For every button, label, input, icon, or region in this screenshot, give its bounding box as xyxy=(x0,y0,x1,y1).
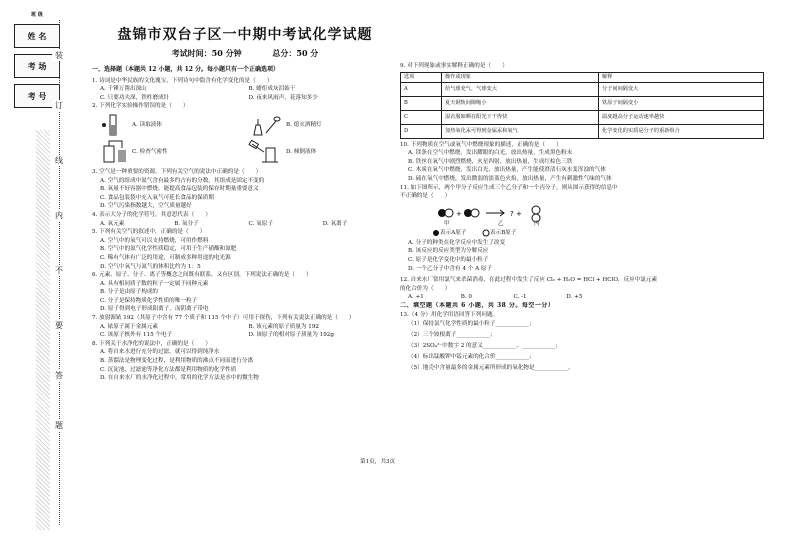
option-c[interactable]: C. 分子是保持物质化学性质的唯一粒子 xyxy=(100,297,198,304)
option-a[interactable]: A. 氧元素 xyxy=(100,220,125,227)
fill-blank-3[interactable]: （3）2SO₄²⁻中数字 2 的意义____________、____________； xyxy=(408,343,562,350)
table-cell: 湿衣服晾晒在阳光下干得快 xyxy=(442,110,599,124)
option-c[interactable]: C. 原子是化学变化中的最小粒子 xyxy=(408,256,489,263)
table-cell: B xyxy=(401,96,442,110)
table-header: 操作或现象 xyxy=(442,72,599,82)
option-b[interactable]: B. 该反应的反应类型为分解反应 xyxy=(408,248,489,255)
question-4-options xyxy=(92,220,397,229)
table-cell: A xyxy=(401,82,442,96)
table-row[interactable] xyxy=(401,124,764,138)
question-12-options xyxy=(400,293,785,302)
binding-char: 装 xyxy=(52,50,66,61)
label-yi: 乙 xyxy=(498,220,504,227)
option-a[interactable]: A. 空气中的氧气可以支持燃烧，可用作燃料 xyxy=(100,237,209,244)
option-d[interactable]: D. 氧离子 xyxy=(322,220,348,227)
option-b[interactable]: B. 空气中的氮气化学性质稳定，可用于生产硝酸和氮肥 xyxy=(100,246,237,253)
option-d[interactable]: D. 空气中氧气与氮气的体积比约为 1：5 xyxy=(100,263,201,270)
airtight-check-icon xyxy=(98,140,128,164)
exam-score: 总分：50 分 xyxy=(272,48,319,58)
hatch-pattern xyxy=(36,130,50,530)
option-c[interactable]: C. 食品包装袋中充入氧气可延长食品的保质期 xyxy=(100,194,214,201)
option-c[interactable]: C. 氧原子 xyxy=(248,220,273,227)
name-field[interactable]: 姓 名 xyxy=(14,24,60,48)
table-header: 选项 xyxy=(401,72,442,82)
section-2-heading: 二、填空题（本题共 6 小题，共 38 分。每空一分） xyxy=(400,301,555,309)
binding-char: 订 xyxy=(52,100,66,111)
question-1: 1. 诗词是中华民族的文化瑰宝，下列诗句中隐含有化学变化的是（ ） xyxy=(92,77,273,84)
option-c[interactable]: C. 木炭在氧气中燃烧，发出白光，放出热量，产生能使澄清石灰水变浑浊的气体 xyxy=(408,167,606,174)
left-column xyxy=(92,66,397,383)
option-d[interactable]: D. 夜来风雨声，花落知多少 xyxy=(248,94,318,101)
option-d[interactable]: D. 空气污染指数越大，空气质量越好 xyxy=(100,203,192,210)
page-number: 第1页，共3页 xyxy=(360,459,396,465)
fill-blank-4[interactable]: （4）标出锰酸钾中锰元素的化合价____________； xyxy=(408,354,535,361)
option-b[interactable]: B. 铁丝在氧气中剧烈燃烧，火星四射，放出热量，生成红棕色三铁 xyxy=(408,158,573,165)
exam-time: 考试时间：50 分钟 xyxy=(171,48,242,58)
question-5: 5. 下列有关空气的叙述中，正确的是（ ） xyxy=(92,229,206,236)
option-a[interactable]: A. 具有相同质子数的粒子一定属于同种元素 xyxy=(100,280,209,287)
option-a[interactable]: A. +1 xyxy=(408,294,424,301)
question-7: 7. 放射源铱 192（其原子中含有 77 个质子和 115 个中子）可用于探伤，下列有关说法正确的是（ ） xyxy=(92,315,355,322)
label-jia: 甲 xyxy=(444,220,450,227)
option-a[interactable]: A. 镁条在空气中燃烧，发出耀眼的白光，放出热量，生成黑色粉末 xyxy=(408,150,573,157)
exam-number-field[interactable]: 考 号 xyxy=(14,84,60,108)
option-a[interactable]: A. 分子的种类在化学反应中发生了改变 xyxy=(408,239,506,246)
question-2-figures xyxy=(92,112,392,166)
option-b[interactable]: B. 蒸馏法是物理变化过程，是利用物质的沸点不同而进行分离 xyxy=(100,358,254,365)
figure-b[interactable]: B. 熄灭酒精灯 xyxy=(242,112,392,138)
option-a[interactable]: A. 空气的组成中氮气含有最多约占有的分数，其组成是固定不变的 xyxy=(100,177,265,184)
table-cell: 化学变化的实质是分子的重新组合 xyxy=(599,124,764,138)
option-c[interactable]: C. -1 xyxy=(513,294,527,301)
binding-char: 线 xyxy=(52,155,66,166)
binding-char: 要 xyxy=(52,320,66,331)
exam-room-field[interactable]: 考 场 xyxy=(14,54,60,78)
table-header-row xyxy=(401,72,764,82)
legend-a-atom: 表示A原子 xyxy=(440,229,467,236)
option-d[interactable]: D. 原子得到电子形成阳离子，而阴离子带电 xyxy=(100,306,209,313)
option-a[interactable]: A. 将自来水进行充分的过滤，就可以得到纯净水 xyxy=(100,349,220,356)
figure-c[interactable]: C. 检查气密性 xyxy=(92,139,242,165)
exam-title: 盘锦市双台子区一中期中考试化学试题 xyxy=(117,27,373,43)
table-cell: 分子间间隔变大 xyxy=(599,82,764,96)
exam-info xyxy=(80,48,410,59)
question-7-options xyxy=(92,331,397,340)
molecule-diagram xyxy=(400,203,785,237)
option-c[interactable]: C. 该原子核外有 115 个电子 xyxy=(100,332,173,339)
question-10: 10. 下列物质在空气或氧气中燃烧现象的描述，正确的是（ ） xyxy=(400,141,562,148)
pour-liquid-icon xyxy=(248,140,282,164)
table-row[interactable] xyxy=(401,96,764,110)
option-d[interactable]: D. 一个乙分子中含有 4 个 A 原子 xyxy=(408,265,493,272)
option-b[interactable]: B. 蜡炬成灰泪始干 xyxy=(248,86,296,93)
table-cell: 铁原子间隔变小 xyxy=(599,96,764,110)
option-d[interactable]: D. 硫在氧气中燃烧，发出微弱的淡蓝色火焰，放出热量，产生有刺激性气味的气体 xyxy=(408,175,612,182)
option-b[interactable]: B. 氧量不好容器中燃烧，能提高食品包装的保存时期量重要意义 xyxy=(100,186,259,193)
table-cell: 加热氧化汞可得到金属汞和氧气 xyxy=(442,124,599,138)
figure-a[interactable]: A. 读取液体 xyxy=(92,112,242,138)
table-cell: 给气球充气，气球变大 xyxy=(442,82,599,96)
question-12-cont: 的化合价为（ ） xyxy=(400,285,451,292)
option-b[interactable]: B. 分子是由原子构成的 xyxy=(100,289,159,296)
table-row[interactable] xyxy=(401,110,764,124)
table-header: 解释 xyxy=(599,72,764,82)
question-11: 11. 如下图所示，两个甲分子反应生成三个乙分子和一个丙分子，则从图示获得的信息中 xyxy=(400,184,618,191)
section-1-heading: 一、选择题（本题共 12 小题，共 12 分。每小题只有一个正确选项） xyxy=(92,66,280,73)
table-cell: 夏天钢轨间隙缩小 xyxy=(442,96,599,110)
table-cell: 温度越高分子运动速率越快 xyxy=(599,110,764,124)
question-7-options xyxy=(92,323,397,332)
question-13: 13.（4 分）用化学用语回答下列问题。 xyxy=(400,311,499,318)
fill-blank-2[interactable]: （2）三个铵根离子____________； xyxy=(408,332,496,339)
class-label: 班 级 xyxy=(31,11,43,18)
question-11-cont: 不正确的是（ ） xyxy=(400,193,451,200)
question-9: 9. 对下列现象或事实解释正确的是（ ） xyxy=(400,63,508,69)
alcohol-lamp-icon xyxy=(248,113,282,137)
binding-char: 不 xyxy=(52,265,66,276)
fill-blank-5[interactable]: （5）地壳中含量最多的金属元素所形成的氧化物是____________。 xyxy=(408,365,574,372)
binding-line xyxy=(52,20,68,525)
option-d[interactable]: D. 该原子的相对原子质量为 192g xyxy=(248,332,334,339)
option-d[interactable]: D. 在自来水厂的水净化过程中，常用的化学方法是水中的微生物 xyxy=(100,375,259,382)
option-c[interactable]: C. 沉淀池、过滤池等净化方法都是利用物质的化学性质 xyxy=(100,366,237,373)
option-b[interactable]: B. 氧分子 xyxy=(174,220,199,227)
table-row[interactable] xyxy=(401,82,764,96)
table-cell: C xyxy=(401,110,442,124)
label-bing: 丙 xyxy=(534,220,540,227)
option-c[interactable]: C. 只要功夫深，铁杵磨成针 xyxy=(100,94,170,101)
question-3: 3. 空气是一种重要的资源。下列有关空气的说法中正确的是（ ） xyxy=(92,168,262,175)
question-1-options xyxy=(92,85,397,94)
binding-char: 内 xyxy=(52,210,66,221)
legend-b-atom: 表示B原子 xyxy=(490,229,517,236)
option-c[interactable]: C. 稀有气体有广泛的用途，可制成多种用途的电光源 xyxy=(100,254,231,261)
binding-char: 题 xyxy=(52,420,66,431)
question-6: 6. 元素、原子、分子、离子等概念之间既有联系，又有区别，下列说法正确的是（ ） xyxy=(92,272,312,279)
option-a[interactable]: A. 铱原子属于金属元素 xyxy=(100,323,158,330)
question-9-table xyxy=(400,72,764,139)
question-4: 4. 表示大分子的化学符号，其意思代表（ ） xyxy=(92,211,211,218)
option-b[interactable]: B. 该元素的原子质量为 192 xyxy=(248,323,319,330)
svg-text:+: + xyxy=(456,209,462,218)
right-column xyxy=(400,62,785,374)
option-b[interactable]: B. 0 xyxy=(460,294,472,301)
option-d[interactable]: D. +5 xyxy=(566,294,583,301)
fill-blank-1[interactable]: （1）保持氯气化学性质的最小粒子____________； xyxy=(408,321,535,328)
table-cell: D xyxy=(401,124,442,138)
question-1-options xyxy=(92,94,397,103)
graduated-cylinder-icon xyxy=(98,113,128,137)
question-8: 8. 下列关于水净化的说法中，正确的是（ ） xyxy=(92,340,211,347)
binding-char: 答 xyxy=(52,370,66,381)
figure-d[interactable]: D. 倾倒液体 xyxy=(242,139,392,165)
option-a[interactable]: A. 千锤万凿出深山 xyxy=(100,86,147,93)
question-2: 2. 下列化学实验操作错误的是（ ） xyxy=(92,103,189,110)
svg-text:? +: ? + xyxy=(510,209,522,218)
question-12: 12. 自来水厂常用氯气来杀菌消毒，在此过程中发生了反应 Cl₂ + H₂O = HCl + HClO，反应中氯元素 xyxy=(400,277,658,284)
